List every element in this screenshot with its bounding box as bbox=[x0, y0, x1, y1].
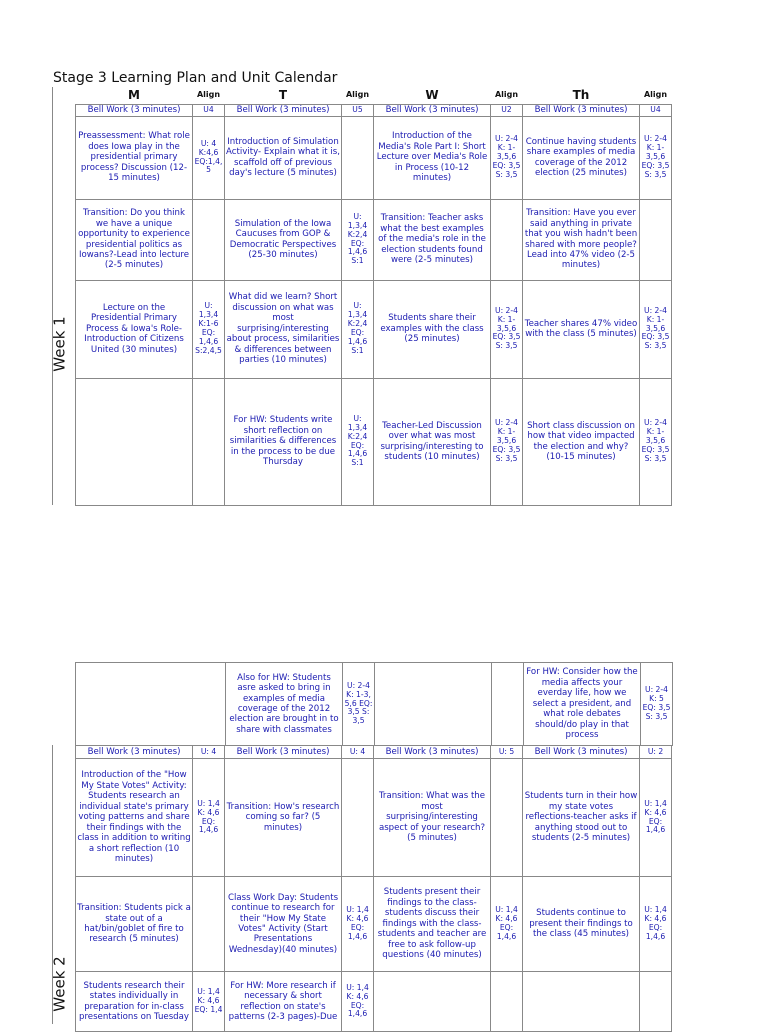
week2-table bbox=[75, 662, 673, 746]
monday-cell: Transition: Do you think we have a unique opportunity to experience presidential politics as Iowans?-Lead into lecture (2-5 minutes) bbox=[76, 199, 193, 280]
align-cell: U: 2-4 K: 1- 3,5,6 EQ: 3,5 S: 3,5 bbox=[491, 116, 523, 199]
table-row bbox=[76, 199, 672, 280]
wednesday-cell: Transition: Teacher asks what the best examples of the media's role in the election students found were (2-5 minutes) bbox=[374, 199, 491, 280]
align-cell: U2 bbox=[491, 104, 523, 116]
table-row bbox=[76, 280, 672, 378]
header-align: Align bbox=[193, 87, 225, 104]
tuesday-cell: Introduction of Simulation Activity- Explain what it is, scaffold off of previous day's lecture (5 minutes) bbox=[225, 116, 342, 199]
align-cell: U: 1,3,4 K:2,4 EQ: 1,4,6 S:1 bbox=[342, 378, 374, 505]
monday-cell: Introduction of the "How My State Votes" Activity: Students research an individual state's primary voting patterns and share their findings with the class in addition to writing a short reflection (10 minutes) bbox=[76, 759, 193, 877]
week2-label: Week 2 bbox=[50, 956, 69, 1012]
align-cell bbox=[491, 199, 523, 280]
align-cell: U4 bbox=[193, 104, 225, 116]
align-cell bbox=[640, 199, 672, 280]
align-cell bbox=[342, 759, 374, 877]
tuesday-cell: What did we learn? Short discussion on what was most surprising/interesting about process, similarities & differences between parties (10 minutes) bbox=[225, 280, 342, 378]
align-cell bbox=[193, 199, 225, 280]
align-cell bbox=[640, 972, 672, 1032]
wednesday-cell: Transition: What was the most surprising/interesting aspect of your research? (5 minutes) bbox=[374, 759, 491, 877]
header-align: Align bbox=[491, 87, 523, 104]
monday-cell bbox=[76, 663, 226, 746]
header-tuesday: T bbox=[225, 87, 342, 104]
align-cell: U: 1,4 K: 4,6 EQ: 1,4,6 bbox=[640, 877, 672, 972]
thursday-cell bbox=[523, 972, 640, 1032]
monday-cell: Bell Work (3 minutes) bbox=[76, 104, 193, 116]
align-cell: U: 2-4 K: 1- 3,5,6 EQ: 3,5 S: 3,5 bbox=[640, 378, 672, 505]
align-cell bbox=[491, 759, 523, 877]
align-cell bbox=[193, 378, 225, 505]
table-row bbox=[76, 972, 672, 1032]
thursday-cell: Transition: Have you ever said anything in private that you wish hadn't been shared with more people? Lead into 47% video (2-5 minutes) bbox=[523, 199, 640, 280]
align-cell: U: 1,3,4 K:1-6 EQ: 1,4,6 S:2,4,5 bbox=[193, 280, 225, 378]
align-cell: U5 bbox=[342, 104, 374, 116]
thursday-cell: Short class discussion on how that video impacted the election and why? (10-15 minutes) bbox=[523, 378, 640, 505]
align-cell: U: 2-4 K: 1- 3,5,6 EQ: 3,5 S: 3,5 bbox=[491, 378, 523, 505]
header-align: Align bbox=[640, 87, 672, 104]
align-cell: U: 4 K:4,6 EQ:1,4, 5 bbox=[193, 116, 225, 199]
tuesday-cell: For HW: More research if necessary & short reflection on state's patterns (2-3 pages)-Due bbox=[225, 972, 342, 1032]
align-cell: U: 2 bbox=[640, 746, 672, 759]
align-cell: U: 2-4 K: 5 EQ: 3,5 S: 3,5 bbox=[641, 663, 673, 746]
align-cell: U: 2-4 K: 1- 3,5,6 EQ: 3,5 S: 3,5 bbox=[491, 280, 523, 378]
align-cell: U: 1,4 K: 4,6 EQ: 1,4,6 bbox=[491, 877, 523, 972]
header-monday: M bbox=[76, 87, 193, 104]
header-row bbox=[76, 87, 672, 104]
tuesday-cell: Bell Work (3 minutes) bbox=[225, 746, 342, 759]
thursday-cell: Teacher shares 47% video with the class (5 minutes) bbox=[523, 280, 640, 378]
align-cell bbox=[193, 877, 225, 972]
align-cell: U: 1,3,4 K:2,4 EQ: 1,4,6 S:1 bbox=[342, 280, 374, 378]
table-row bbox=[76, 877, 672, 972]
bellwork-row bbox=[76, 104, 672, 116]
week1-label: Week 1 bbox=[50, 316, 69, 372]
align-cell: U: 1,4 K: 4,6 EQ: 1,4,6 bbox=[640, 759, 672, 877]
align-cell: U: 2-4 K: 1- 3,5,6 EQ: 3,5 S: 3,5 bbox=[640, 280, 672, 378]
align-cell: U: 4 bbox=[342, 746, 374, 759]
bellwork-row bbox=[76, 746, 672, 759]
tuesday-cell: Transition: How's research coming so far? (5 minutes) bbox=[225, 759, 342, 877]
wednesday-cell bbox=[375, 663, 492, 746]
thursday-cell: Students continue to present their findings to the class (45 minutes) bbox=[523, 877, 640, 972]
wednesday-cell: Introduction of the Media's Role Part I: Short Lecture over Media's Role in Process (10-12 minutes) bbox=[374, 116, 491, 199]
table-row bbox=[76, 759, 672, 877]
tuesday-cell: Also for HW: Students asre asked to bring in examples of media coverage of the 2012 election are brought in to share with classmates bbox=[226, 663, 343, 746]
monday-cell: Bell Work (3 minutes) bbox=[76, 746, 193, 759]
monday-cell: Students research their states individually in preparation for in-class presentations on Tuesday bbox=[76, 972, 193, 1032]
monday-cell bbox=[76, 378, 193, 505]
wednesday-cell: Bell Work (3 minutes) bbox=[374, 104, 491, 116]
align-cell: U: 4 bbox=[193, 746, 225, 759]
page-title: Stage 3 Learning Plan and Unit Calendar bbox=[53, 70, 338, 86]
monday-cell: Lecture on the Presidential Primary Process & Iowa's Role- Introduction of Citizens United (30 minutes) bbox=[76, 280, 193, 378]
align-cell: U: 1,4 K: 4,6 EQ: 1,4,6 bbox=[342, 877, 374, 972]
thursday-cell: Continue having students share examples of media coverage of the 2012 election (25 minutes) bbox=[523, 116, 640, 199]
align-cell: U: 5 bbox=[491, 746, 523, 759]
tuesday-cell: Class Work Day: Students continue to research for their "How My State Votes" Activity (Start Presentations Wednesday)(40 minutes) bbox=[225, 877, 342, 972]
align-cell: U: 2-4 K: 1- 3,5,6 EQ: 3,5 S: 3,5 bbox=[640, 116, 672, 199]
align-cell: U: 1,3,4 K:2,4 EQ: 1,4,6 S:1 bbox=[342, 199, 374, 280]
header-thursday: Th bbox=[523, 87, 640, 104]
wednesday-cell: Students share their examples with the class (25 minutes) bbox=[374, 280, 491, 378]
thursday-cell: Bell Work (3 minutes) bbox=[523, 104, 640, 116]
align-cell bbox=[491, 972, 523, 1032]
table-row bbox=[76, 663, 673, 746]
week2-body-table bbox=[75, 745, 672, 1032]
align-cell bbox=[492, 663, 524, 746]
align-cell: U: 1,4 K: 4,6 EQ: 1,4,6 bbox=[342, 972, 374, 1032]
monday-cell: Preassessment: What role does Iowa play in the presidential primary process? Discussion (12-15 minutes) bbox=[76, 116, 193, 199]
align-cell: U: 1,4 K: 4,6 EQ: 1,4 bbox=[193, 972, 225, 1032]
week1-table bbox=[75, 87, 672, 506]
thursday-cell: Bell Work (3 minutes) bbox=[523, 746, 640, 759]
header-align: Align bbox=[342, 87, 374, 104]
align-cell: U4 bbox=[640, 104, 672, 116]
thursday-cell: For HW: Consider how the media affects your everday life, how we select a president, and what role debates should/do play in that process bbox=[524, 663, 641, 746]
tuesday-cell: Simulation of the Iowa Caucuses from GOP & Democratic Perspectives (25-30 minutes) bbox=[225, 199, 342, 280]
wednesday-cell: Teacher-Led Discussion over what was most surprising/interesting to students (10 minutes) bbox=[374, 378, 491, 505]
monday-cell: Transition: Students pick a state out of a hat/bin/goblet of fire to research (5 minutes) bbox=[76, 877, 193, 972]
tuesday-cell: Bell Work (3 minutes) bbox=[225, 104, 342, 116]
table-row bbox=[76, 116, 672, 199]
week1-divider bbox=[52, 87, 53, 505]
thursday-cell: Students turn in their how my state votes reflections-teacher asks if anything stood out to students (2-5 minutes) bbox=[523, 759, 640, 877]
tuesday-cell: For HW: Students write short reflection on similarities & differences in the process to be due Thursday bbox=[225, 378, 342, 505]
align-cell bbox=[342, 116, 374, 199]
align-cell: U: 1,4 K: 4,6 EQ: 1,4,6 bbox=[193, 759, 225, 877]
wednesday-cell: Students present their findings to the class- students discuss their findings with the class- students and teacher are free to ask follow-up questions (40 minutes) bbox=[374, 877, 491, 972]
header-wednesday: W bbox=[374, 87, 491, 104]
table-row bbox=[76, 378, 672, 505]
align-cell: U: 2-4 K: 1-3, 5,6 EQ: 3,5 S: 3,5 bbox=[343, 663, 375, 746]
wednesday-cell: Bell Work (3 minutes) bbox=[374, 746, 491, 759]
wednesday-cell bbox=[374, 972, 491, 1032]
